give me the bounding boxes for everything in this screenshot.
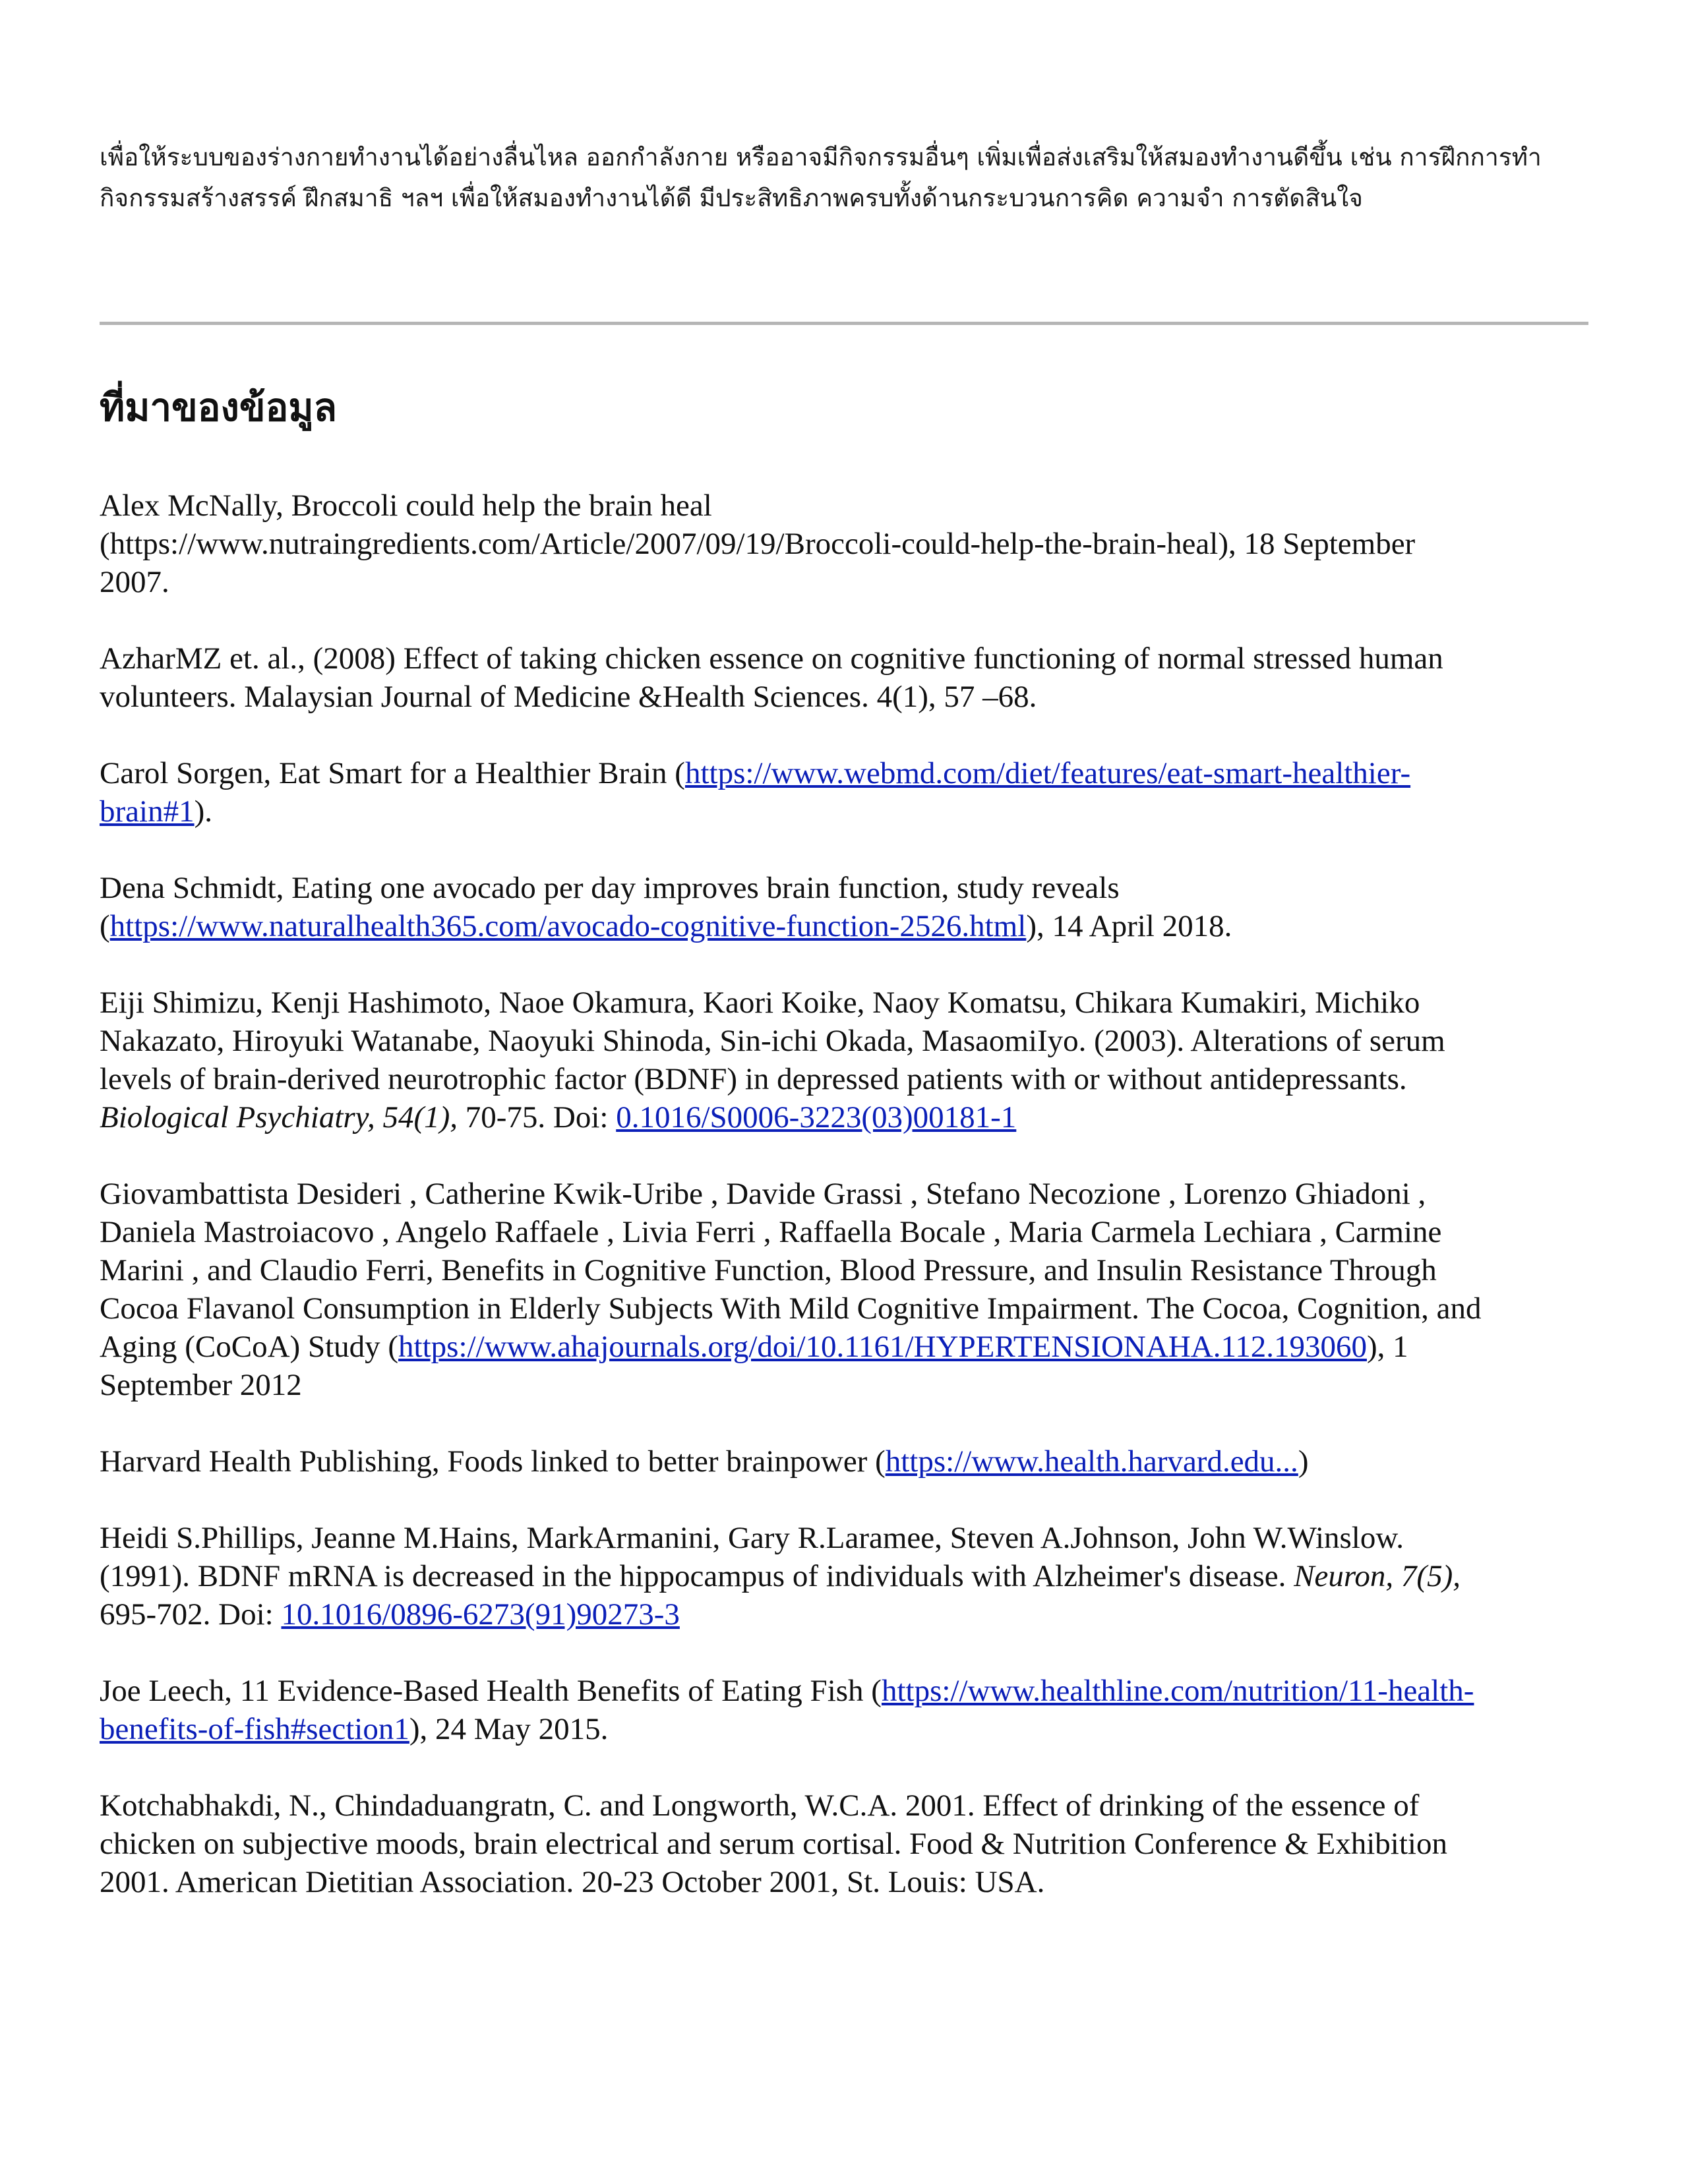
reference-text: ( [100, 909, 110, 943]
sources-heading: ที่มาของข้อมูล [100, 385, 338, 430]
reference-text: ), 24 May 2015. [409, 1712, 609, 1746]
reference-text: ), 1 [1366, 1330, 1408, 1364]
reference-link[interactable]: https://www.ahajournals.org/doi/10.1161/HYPERTENSIONAHA.112.193060 [398, 1330, 1367, 1364]
reference-text: Giovambattista Desideri , Catherine Kwik-Uribe , Davide Grassi , Stefano Necozione , Lorenzo Ghiadoni , [100, 1177, 1426, 1211]
reference-text: chicken on subjective moods, brain electrical and serum cortisal. Food & Nutrition Conference & Exhibition [100, 1827, 1447, 1861]
reference-line [100, 754, 1590, 792]
reference-item [100, 869, 1590, 945]
reference-text: Kotchabhakdi, N., Chindaduangratn, C. and Longworth, W.C.A. 2001. Effect of drinking of the essence of [100, 1788, 1420, 1823]
reference-item [100, 984, 1590, 1136]
reference-text: levels of brain-derived neurotrophic factor (BDNF) in depressed patients with or without antidepressants. [100, 1062, 1407, 1096]
reference-link[interactable]: brain#1 [100, 794, 195, 829]
reference-link[interactable]: https://www.health.harvard.edu... [885, 1444, 1298, 1479]
reference-text: 70-75. Doi: [458, 1100, 617, 1135]
reference-text: Cocoa Flavanol Consumption in Elderly Subjects With Mild Cognitive Impairment. The Cocoa, Cognition, and [100, 1291, 1482, 1326]
reference-text: Daniela Mastroiacovo , Angelo Raffaele , Livia Ferri , Raffaella Bocale , Maria Carmela Lechiara , Carmine [100, 1215, 1442, 1249]
reference-item [100, 1786, 1590, 1901]
reference-item [100, 754, 1590, 831]
reference-text: Joe Leech, 11 Evidence-Based Health Benefits of Eating Fish ( [100, 1674, 882, 1708]
reference-text: Dena Schmidt, Eating one avocado per day improves brain function, study reveals [100, 871, 1120, 905]
reference-item [100, 1519, 1590, 1634]
reference-item [100, 1442, 1590, 1481]
reference-text: Nakazato, Hiroyuki Watanabe, Naoyuki Shinoda, Sin-ichi Okada, MasaomiIyo. (2003). Alterations of serum [100, 1024, 1445, 1058]
reference-link[interactable]: https://www.webmd.com/diet/features/eat-smart-healthier- [684, 756, 1411, 790]
reference-text: 695-702. Doi: [100, 1597, 282, 1632]
reference-text: Alex McNally, Broccoli could help the brain heal [100, 488, 712, 523]
reference-line [100, 1328, 1590, 1366]
reference-text: Carol Sorgen, Eat Smart for a Healthier Brain ( [100, 756, 685, 790]
reference-line [100, 1710, 1590, 1748]
reference-text: Heidi S.Phillips, Jeanne M.Hains, MarkArmanini, Gary R.Laramee, Steven A.Johnson, John W.Winslow. [100, 1521, 1404, 1555]
reference-line [100, 1098, 1590, 1136]
reference-item [100, 1175, 1590, 1404]
intro-line: กิจกรรมสร้างสรรค์ ฝึกสมาธิ ฯลฯ เพื่อให้สมองทำงานได้ดี มีประสิทธิภาพครบทั้งด้านกระบวนการคิด ความจำ การตัดสินใจ [100, 184, 1363, 212]
reference-text: (https://www.nutraingredients.com/Article/2007/09/19/Broccoli-could-help-the-brain-heal), 18 September [100, 527, 1416, 561]
reference-text: Harvard Health Publishing, Foods linked to better brainpower ( [100, 1444, 886, 1479]
reference-text: ). [194, 794, 212, 829]
reference-line [100, 1672, 1590, 1710]
doi-link[interactable]: 10.1016/0896-6273(91)90273-3 [281, 1597, 680, 1632]
reference-link[interactable]: benefits-of-fish#section1 [100, 1712, 409, 1746]
reference-text: 2001. American Dietitian Association. 20-23 October 2001, St. Louis: USA. [100, 1865, 1045, 1899]
reference-text: September 2012 [100, 1368, 302, 1402]
reference-text: volunteers. Malaysian Journal of Medicine &Health Sciences. 4(1), 57 –68. [100, 680, 1037, 714]
journal-title: Neuron, 7(5), [1294, 1559, 1461, 1593]
reference-text: 2007. [100, 565, 169, 599]
reference-item [100, 639, 1590, 716]
reference-item [100, 487, 1590, 601]
reference-item [100, 1672, 1590, 1748]
reference-text: (1991). BDNF mRNA is decreased in the hippocampus of individuals with Alzheimer's disease. [100, 1559, 1294, 1593]
reference-line [100, 1595, 1590, 1634]
reference-line [100, 907, 1590, 945]
reference-text: Eiji Shimizu, Kenji Hashimoto, Naoe Okamura, Kaori Koike, Naoy Komatsu, Chikara Kumakiri, Michiko [100, 986, 1420, 1020]
doi-link[interactable]: 0.1016/S0006-3223(03)00181-1 [616, 1100, 1017, 1135]
journal-title: Biological Psychiatry, 54(1), [100, 1100, 458, 1135]
intro-line: เพื่อให้ระบบของร่างกายทำงานได้อย่างลื่นไหล ออกกำลังกาย หรืออาจมีกิจกรรมอื่นๆ เพิ่มเพื่อส่งเสริมให้สมองทำงานดีขึ้น เช่น การฝึกการทำ [100, 143, 1542, 171]
reference-list [100, 487, 1590, 1939]
reference-line [100, 1557, 1590, 1595]
reference-text: AzharMZ et. al., (2008) Effect of taking chicken essence on cognitive functioning of normal stressed human [100, 641, 1443, 676]
section-divider [100, 322, 1588, 325]
intro-paragraph [100, 137, 1590, 219]
reference-link[interactable]: https://www.naturalhealth365.com/avocado-cognitive-function-2526.html [109, 909, 1027, 943]
reference-text: Marini , and Claudio Ferri, Benefits in Cognitive Function, Blood Pressure, and Insulin Resistance Through [100, 1253, 1437, 1287]
reference-link[interactable]: https://www.healthline.com/nutrition/11-health- [881, 1674, 1474, 1708]
reference-text: Aging (CoCoA) Study ( [100, 1330, 399, 1364]
reference-text: ) [1298, 1444, 1309, 1479]
reference-line [100, 1442, 1590, 1481]
reference-text: ), 14 April 2018. [1026, 909, 1232, 943]
reference-line [100, 792, 1590, 831]
